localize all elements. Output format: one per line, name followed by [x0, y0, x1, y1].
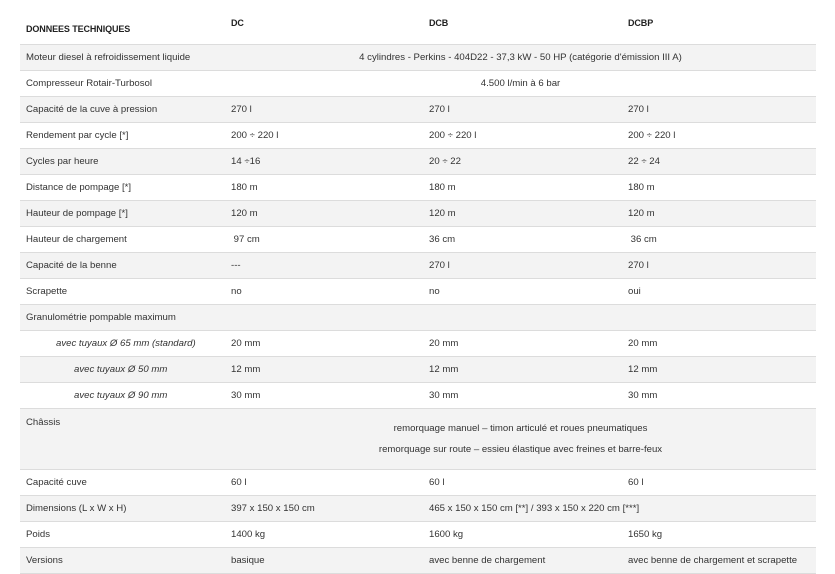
row-dimensions	[20, 496, 816, 522]
cell-dc: 397 x 150 x 150 cm	[225, 496, 423, 522]
cell-dc: 120 m	[225, 201, 423, 227]
cell-dc: 97 cm	[225, 227, 423, 253]
row-hose-50	[20, 357, 816, 383]
row-cuve	[20, 470, 816, 496]
table-title: DONNEES TECHNIQUES	[20, 16, 225, 45]
cell-dcb: 270 l	[423, 253, 622, 279]
row-weight	[20, 522, 816, 548]
row-pump-distance	[20, 175, 816, 201]
technical-data-table	[20, 16, 816, 574]
cell-dcb: 30 mm	[423, 383, 622, 409]
cell-dc: 12 mm	[225, 357, 423, 383]
chassis-value	[225, 409, 816, 470]
row-granulometry	[20, 305, 816, 331]
cell-dcbp	[622, 305, 816, 331]
cell-dc: 30 mm	[225, 383, 423, 409]
row-label: Châssis	[20, 409, 225, 470]
cell-dcb: 20 mm	[423, 331, 622, 357]
cell-dcbp: 1650 kg	[622, 522, 816, 548]
row-label: Granulométrie pompable maximum	[20, 305, 225, 331]
cell-dcbp: avec benne de chargement et scrapette	[622, 548, 816, 574]
row-yield	[20, 123, 816, 149]
row-versions	[20, 548, 816, 574]
row-label: Capacité de la benne	[20, 253, 225, 279]
row-label: Scrapette	[20, 279, 225, 305]
row-hose-90	[20, 383, 816, 409]
cell-dcb: avec benne de chargement	[423, 548, 622, 574]
column-header-dc: DC	[225, 16, 423, 45]
cell-dcb	[423, 305, 622, 331]
row-sublabel: avec tuyaux Ø 90 mm	[20, 383, 225, 409]
cell-dcbp: 180 m	[622, 175, 816, 201]
row-label: Versions	[20, 548, 225, 574]
cell-dcb-dcbp: 465 x 150 x 150 cm [**] / 393 x 150 x 220 cm [***]	[423, 496, 816, 522]
cell-dcb: 270 l	[423, 97, 622, 123]
cell-dc: ---	[225, 253, 423, 279]
row-pump-height	[20, 201, 816, 227]
row-hose-65	[20, 331, 816, 357]
cell-dcbp: 30 mm	[622, 383, 816, 409]
cell-dcbp: 20 mm	[622, 331, 816, 357]
cell-dc: no	[225, 279, 423, 305]
cell-dc: 1400 kg	[225, 522, 423, 548]
row-label: Compresseur Rotair-Turbosol	[20, 71, 225, 97]
row-chassis	[20, 409, 816, 470]
cell-dcbp: 36 cm	[622, 227, 816, 253]
cell-dcb: 200 ÷ 220 l	[423, 123, 622, 149]
row-motor	[20, 45, 816, 71]
row-label: Capacité de la cuve à pression	[20, 97, 225, 123]
cell-dc	[225, 305, 423, 331]
row-label: Hauteur de pompage [*]	[20, 201, 225, 227]
row-loading-height	[20, 227, 816, 253]
row-label: Distance de pompage [*]	[20, 175, 225, 201]
cell-dcb: 60 l	[423, 470, 622, 496]
cell-dcb: 1600 kg	[423, 522, 622, 548]
cell-dcb: 20 ÷ 22	[423, 149, 622, 175]
cell-dcb: no	[423, 279, 622, 305]
cell-dcbp: 22 ÷ 24	[622, 149, 816, 175]
cell-dc: 270 l	[225, 97, 423, 123]
row-cycles	[20, 149, 816, 175]
cell-dc: basique	[225, 548, 423, 574]
row-label: Hauteur de chargement	[20, 227, 225, 253]
row-compressor	[20, 71, 816, 97]
row-label: Capacité cuve	[20, 470, 225, 496]
column-header-dcbp: DCBP	[622, 16, 816, 45]
cell-dc: 60 l	[225, 470, 423, 496]
cell-dcbp: 120 m	[622, 201, 816, 227]
row-label: Dimensions (L x W x H)	[20, 496, 225, 522]
cell-dcb: 36 cm	[423, 227, 622, 253]
cell-dcbp: 12 mm	[622, 357, 816, 383]
column-header-dcb: DCB	[423, 16, 622, 45]
row-scraper	[20, 279, 816, 305]
cell-dc: 20 mm	[225, 331, 423, 357]
cell-dcb: 180 m	[423, 175, 622, 201]
cell-dc: 200 ÷ 220 l	[225, 123, 423, 149]
cell-dcbp: 200 ÷ 220 l	[622, 123, 816, 149]
row-sublabel: avec tuyaux Ø 50 mm	[20, 357, 225, 383]
row-label: Rendement par cycle [*]	[20, 123, 225, 149]
row-tank-capacity	[20, 97, 816, 123]
motor-value: 4 cylindres - Perkins - 404D22 - 37,3 kW - 50 HP (catégorie d'émission III A)	[225, 45, 816, 71]
cell-dc: 180 m	[225, 175, 423, 201]
row-skip-capacity	[20, 253, 816, 279]
cell-dcbp: oui	[622, 279, 816, 305]
cell-dcbp: 60 l	[622, 470, 816, 496]
cell-dcb: 12 mm	[423, 357, 622, 383]
chassis-line-manual: remorquage manuel – timon articulé et roues pneumatiques	[393, 423, 648, 434]
row-sublabel: avec tuyaux Ø 65 mm (standard)	[20, 331, 225, 357]
cell-dcbp: 270 l	[622, 253, 816, 279]
row-label: Moteur diesel à refroidissement liquide	[20, 45, 225, 71]
compressor-value: 4.500 l/min à 6 bar	[225, 71, 816, 97]
cell-dc: 14 ÷16	[225, 149, 423, 175]
row-label: Cycles par heure	[20, 149, 225, 175]
chassis-line-road: remorquage sur route – essieu élastique avec freines et barre-feux	[378, 444, 663, 455]
cell-dcbp: 270 l	[622, 97, 816, 123]
cell-dcb: 120 m	[423, 201, 622, 227]
row-label: Poids	[20, 522, 225, 548]
table-header-row	[20, 16, 816, 45]
